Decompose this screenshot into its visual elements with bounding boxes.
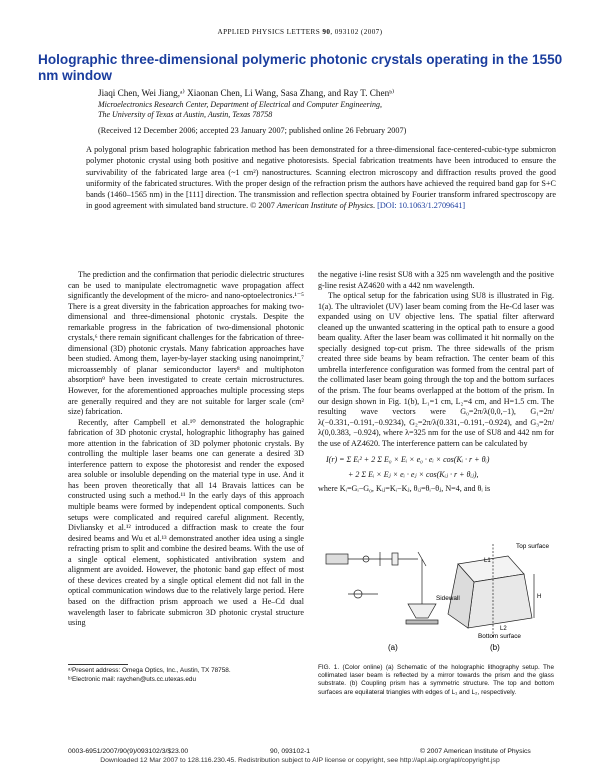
paragraph: where Kᵢ=Gᵢ−G₀, Kᵢⱼ=Kᵢ−Kⱼ, θᵢⱼ=θᵢ−θⱼ, N=4, and θᵢ is: [318, 484, 491, 494]
article-title: Holographic three-dimensional polymeric photonic crystals operating in the 1550 nm window: [38, 52, 563, 83]
download-notice: Downloaded 12 Mar 2007 to 128.116.230.45. Redistribution subject to AIP license or copyright, see http://apl.aip.org/apl/copyright.jsp: [100, 757, 500, 764]
fig-label-a: (a): [388, 643, 398, 652]
equation-line: I(r) = Σ Eᵢ² + 2 Σ E₀ × Eᵢ × e₀ · eᵢ × cos(Kᵢ · r + θᵢ): [326, 455, 490, 465]
received-dates: (Received 12 December 2006; accepted 23 January 2007; published online 26 February 2007): [98, 126, 407, 135]
paragraph: The prediction and the confirmation that periodic dielectric structures can be used to manipulate electromagnetic wave propagation affect significantly the development of the micro- and nano-optoelectronics.¹⁻⁵ There is a great diversity in the fabrication approaches for making two-dimensional and three-dimensional photonic crystals. Despite the remarkable progress in the fabrication of two-dimensional photonic crystals,⁶ there remain significant challenges for the fabrication of three-dimensional (3D) photonic crystals. Many fabrication approaches have been studied. Among them, layer-by-layer stacking using nanoimprint,⁷ microassembly of planar semiconductor layers⁸ and multiphoton absorption⁹ have been investigated to create certain microstructures. However, for the aforementioned approaches multiple processing steps are generally required and they are not suitable for larger scale (cm² size) fabrication.: [68, 270, 304, 417]
running-header: APPLIED PHYSICS LETTERS 90, 093102 (2007): [217, 28, 383, 36]
fig-label-b: (b): [490, 643, 500, 652]
footnote-rule: [68, 664, 128, 665]
right-column: [318, 270, 554, 495]
label-sidewall: Sidewall: [436, 595, 460, 602]
left-column: [68, 270, 304, 629]
equation-line: + 2 Σ Eᵢ × Eⱼ × eᵢ · eⱼ × cos(Kᵢⱼ · r + θᵢⱼ),: [348, 469, 479, 479]
paragraph: the negative i-line resist SU8 with a 325 nm wavelength and the positive g-line resist AZ4620 with a 442 nm wavelength.: [318, 270, 554, 290]
footnote-a: ᵃ⁾Present address: Omega Optics, Inc., Austin, TX 78758.: [68, 667, 231, 674]
prism-diagram: [448, 544, 534, 638]
doi-link[interactable]: [DOI: 10.1063/1.2709641]: [377, 201, 466, 211]
footer-issn: 0003-6951/2007/90(9)/093102/3/$23.00: [68, 748, 189, 755]
footer-page: 90, 093102-1: [270, 748, 311, 755]
paragraph: The optical setup for the fabrication using SU8 is illustrated in Fig. 1(a). The ultraviolet (UV) laser beam coming from the He-Cd laser was expanded using on UV objective lens. The spatial filter afterward cleaned up the unwanted scattering in the optical path to ensure a good beam quality. After the laser beam was collimated it hit normally on the specially designed top-cut prism. The three sidewalls of the prism created three side beams by beam refraction. The center beam of this umbrella interference configuration was formed from the central part of the collimated laser beam going through the top and the bottom surfaces of the prism. The four beams overlapped at the bottom of the prism. In our design shown in Fig. 1(b), L₁=1 cm, L₂=4 cm, and H=1.5 cm. The resulting wave vectors were G₀=2π/λ(0,0,−1), G₁=2π/λ(−0.331,−0.191,−0.9234), G₂=2π/λ(0.331,−0.191,−0.924), and G₃=2π/λ(0,0.383, −0.924), where λ=325 nm for the use of SU8 and 442 nm for the use of AZ4620. The interference pattern can be calculated by: [318, 291, 554, 448]
label-l2: L2: [500, 626, 507, 632]
figure-1: [318, 534, 554, 662]
affiliation: Microelectronics Research Center, Department of Electrical and Computer Engineering, The University of Texas at Austin, Austin, Texas 78758: [98, 100, 382, 119]
footnote-b: ᵇ⁾Electronic mail: raychen@uts.cc.utexas.edu: [68, 676, 197, 683]
footer-copyright: © 2007 American Institute of Physics: [420, 748, 531, 755]
author-list: Jiaqi Chen, Wei Jiang,ᵃ⁾ Xiaonan Chen, Li Wang, Sasa Zhang, and Ray T. Chenᵇ⁾: [98, 88, 395, 98]
label-top-surface: Top surface: [516, 543, 550, 550]
paragraph: Recently, after Campbell et al.¹⁰ demonstrated the holographic fabrication of 3D photonic crystal, holographic lithography has gained more attention in the fabrication of 3D polymer photonic crystals. By controlling the multiple laser beams one can generate a desired 3D interference pattern to expose the photoresist and render the exposed area soluble or insoluble depending on the material type in use. And it has been proven theoretically that all 14 Bravais lattices can be constructed using such a method.¹¹ In the early days of this approach multiple beams were formed by independent optical components. Such setups were complicated and required careful alignment. Recently, Divliansky et al.¹² introduced a diffraction mask to create the four desired beams and Wu et al.¹³ demonstrated another idea using a single refracting prism to split and combine the desired beams. With the use of a single optical element, sophisticated antivibration system and alignment are avoided. However, the photonic band gap effect of most of these devices created by a single optical element did not fall in the optical communication windows due to the relatively large period. Here based on the diffraction prism approach we used a He–Cd dual wavelength laser to fabricate submicron 3D photonic crystal structure using: [68, 417, 304, 628]
label-bottom-surface: Bottom surface: [478, 633, 521, 640]
figure-caption: FIG. 1. (Color online) (a) Schematic of the holographic lithography setup. The collimated laser beam is reflected by a mirror towards the prism and the glass substrate. (b) Coupling prism has a symmetric structure. The top and bottom surfaces are equilateral triangles with edges of L₁ and L₂, respectively.: [318, 664, 554, 696]
setup-schematic: [326, 552, 438, 624]
abstract: A polygonal prism based holographic fabrication method has been demonstrated for a three-dimensional face-centered-cubic-type submicron polymer photonic crystal using both positive and negative photoresists. Special fabrication treatments have been introduced to ensure the survivability of the fabricated large area (~1 cm²) nanostructures. Scanning electron microscopy and diffraction results proved the good uniformity of the fabricated structures. With the proper design of the refraction prism the authors have achieved the required band gap for S+C bands (1460–1565 nm) in the [111] direction. The transmission and reflection spectra obtained by Fourier transform infrared spectroscopy are in good agreement with simulated band structure. © 2007 American Institute of Physics. [DOI: 10.1063/1.2709641]: [86, 145, 556, 211]
label-h: H: [537, 594, 542, 600]
label-l1: L1: [484, 558, 491, 564]
